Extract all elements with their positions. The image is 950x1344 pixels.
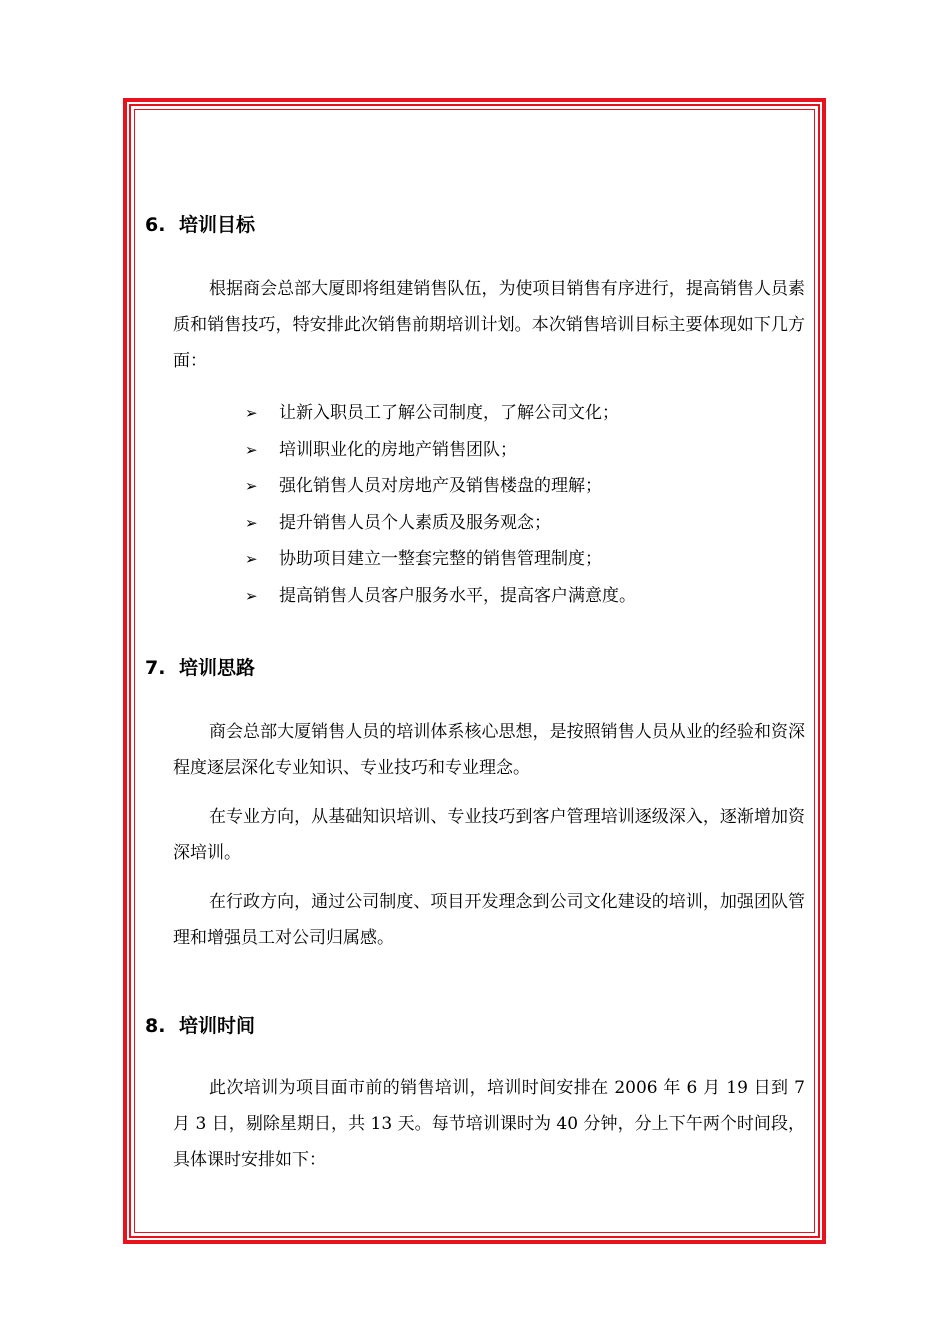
arrow-bullet-icon: ➢ [245,440,258,459]
list-item-text: 培训职业化的房地产销售团队； [279,439,517,460]
arrow-bullet-icon: ➢ [245,477,258,495]
list-item-text: 让新入职员工了解公司制度，了解公司文化； [279,403,619,423]
arrow-bullet-icon: ➢ [245,550,258,568]
list-item [245,432,636,469]
list-item [245,395,636,432]
arrow-bullet-icon: ➢ [245,586,258,605]
paragraph: 在专业方向，从基础知识培训、专业技巧到客户管理培训逐级深入，逐渐增加资深培训。 [173,807,805,863]
paragraph: 商会总部大厦销售人员的培训体系核心思想，是按照销售人员从业的经验和资深程度逐层深化专业知识、专业技巧和专业理念。 [173,722,805,778]
list-item [245,505,636,542]
list-item-text: 协助项目建立一整套完整的销售管理制度； [279,549,602,569]
list-item [245,541,636,578]
list-item-text: 提升销售人员个人素质及服务观念； [279,512,551,533]
arrow-bullet-icon: ➢ [245,513,258,532]
paragraph: 根据商会总部大厦即将组建销售队伍，为使项目销售有序进行，提高销售人员素质和销售技巧，特安排此次销售前期培训计划。本次销售培训目标主要体现如下几方面： [173,279,805,371]
list-item-text: 强化销售人员对房地产及销售楼盘的理解； [279,476,602,496]
section-number: 8. [145,1015,166,1037]
section-title: 培训思路 [179,657,256,679]
section-heading-8 [145,1013,255,1039]
goal-list [245,395,636,614]
paragraph: 在行政方向，通过公司制度、项目开发理念到公司文化建设的培训，加强团队管理和增强员工对公司归属感。 [173,892,805,948]
list-item [245,578,636,615]
section-heading-7 [145,655,255,681]
list-item-text: 提高销售人员客户服务水平，提高客户满意度。 [279,585,636,606]
paragraph: 此次培训为项目面市前的销售培训，培训时间安排在 2006 年 6 月 19 日到 7 月 3 日，剔除星期日，共 13 天。每节培训课时为 40 分钟，分上下午两个时间段，具体课时安排如下： [173,1078,805,1170]
section-title: 培训时间 [179,1015,256,1037]
section-number: 7. [145,657,166,679]
section-number: 6. [145,214,166,236]
arrow-bullet-icon: ➢ [245,404,258,422]
section-title: 培训目标 [179,214,256,236]
section-heading-6 [145,212,255,238]
list-item [245,468,636,505]
